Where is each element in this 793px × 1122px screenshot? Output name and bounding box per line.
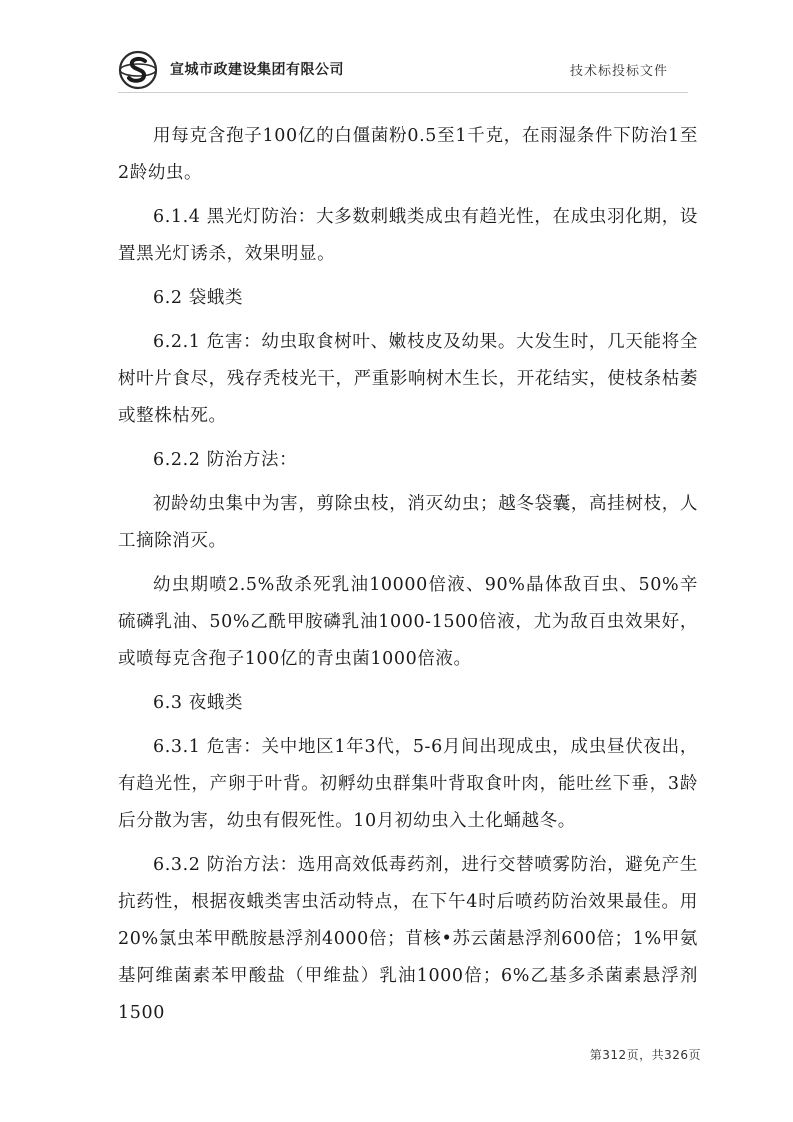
document-type: 技术标投标文件: [569, 64, 668, 79]
paragraph: 6.3.2 防治方法：选用高效低毒药剂，进行交替喷雾防治，避免产生抗药性，根据夜蛾类害虫活动特点，在下午4时后喷药防治效果最佳。用20%氯虫苯甲酰胺悬浮剂4000倍；苜核•苏云菌悬浮剂600倍；1%甲氨基阿维菌素苯甲酸盐（甲维盐）乳油1000倍；6%乙基多杀菌素悬浮剂1500: [118, 855, 698, 1023]
header-divider: [118, 92, 688, 93]
page-header: [118, 50, 688, 90]
paragraph: 6.2.1 危害：幼虫取食树叶、嫩枝皮及幼果。大发生时，几天能将全树叶片食尽，残存秃枝光干，严重影响树木生长，开花结实，使枝条枯萎或整株枯死。: [118, 332, 698, 426]
paragraph: 6.1.4 黑光灯防治：大多数刺蛾类成虫有趋光性，在成虫羽化期，设置黑光灯诱杀，效果明显。: [118, 207, 698, 264]
section-heading: 6.2 袋蛾类: [153, 288, 244, 308]
section-heading: 6.3 夜蛾类: [153, 693, 244, 713]
company-logo-s-icon: [118, 50, 158, 90]
paragraph: 6.2.2 防治方法：: [153, 450, 298, 470]
paragraph: 幼虫期喷2.5%敌杀死乳油10000倍液、90%晶体敌百虫、50%辛硫磷乳油、50%乙酰甲胺磷乳油1000-1500倍液，尤为敌百虫效果好，或喷每克含孢子100亿的青虫菌1000倍液。: [118, 575, 698, 669]
page-number: 第312页，共326页: [589, 1048, 701, 1062]
paragraph: 初龄幼虫集中为害，剪除虫枝，消灭幼虫；越冬袋囊，高挂树枝，人工摘除消灭。: [118, 494, 698, 551]
paragraph: 6.3.1 危害：关中地区1年3代，5-6月间出现成虫，成虫昼伏夜出，有趋光性，产卵于叶背。初孵幼虫群集叶背取食叶肉，能吐丝下垂，3龄后分散为害，幼虫有假死性。10月初幼虫入土化蛹越冬。: [118, 737, 698, 831]
document-body: [118, 118, 698, 1039]
paragraph: 用每克含孢子100亿的白僵菌粉0.5至1千克，在雨湿条件下防治1至2龄幼虫。: [118, 126, 698, 183]
company-name: 宣城市政建设集团有限公司: [170, 62, 344, 78]
